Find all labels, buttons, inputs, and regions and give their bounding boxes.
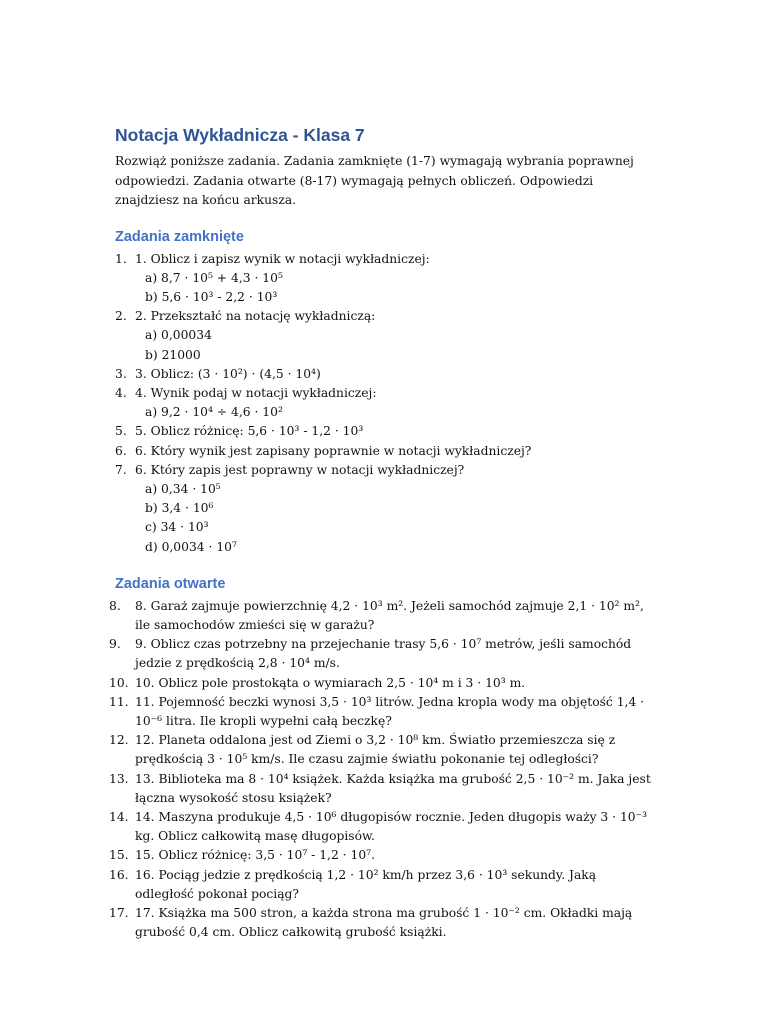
task-number: 1.	[115, 251, 127, 266]
task-item	[109, 693, 655, 731]
task-item	[115, 422, 655, 441]
task-text: 2. Przekształć na notację wykładniczą:	[135, 309, 376, 324]
section-heading-open: Zadania otwarte	[115, 575, 226, 592]
task-item	[109, 846, 655, 865]
task-item	[109, 866, 655, 904]
answer-options	[135, 326, 655, 364]
task-item	[115, 250, 655, 308]
task-item	[109, 904, 655, 942]
task-item	[115, 307, 655, 365]
task-text: 1. Oblicz i zapisz wynik w notacji wykładniczej:	[135, 251, 430, 266]
worksheet-page	[109, 124, 655, 942]
page-title: Notacja Wykładnicza - Klasa 7	[115, 125, 365, 145]
sub-item: d) 0,0034 · 10⁷	[145, 539, 237, 554]
task-text: 5. Oblicz różnicę: 5,6 · 10³ - 1,2 · 10³	[135, 424, 364, 439]
task-item	[109, 808, 655, 846]
task-item	[115, 384, 655, 422]
task-number: 15.	[109, 848, 129, 863]
section-heading-closed: Zadania zamknięte	[115, 228, 244, 245]
task-item	[115, 461, 655, 557]
task-item	[109, 674, 655, 693]
sub-item: b) 5,6 · 10³ - 2,2 · 10³	[145, 289, 278, 304]
task-text: 17. Książka ma 500 stron, a każda strona ma grubość 1 · 10⁻² cm. Okładki mają grubość 0,4 cm. Oblicz całkowitą grubość książki.	[135, 906, 633, 940]
task-item	[115, 365, 655, 384]
task-item	[115, 442, 655, 461]
open-task-list	[109, 597, 655, 943]
sub-item: b) 21000	[145, 347, 201, 362]
task-number: 11.	[109, 694, 129, 709]
answer-options	[135, 269, 655, 307]
task-text: 16. Pociąg jedzie z prędkością 1,2 · 10² km/h przez 3,6 · 10³ sekundy. Jaką odległość pokonał pociąg?	[135, 867, 597, 901]
task-text: 3. Oblicz: (3 · 10²) · (4,5 · 10⁴)	[135, 366, 321, 381]
task-text: 10. Oblicz pole prostokąta o wymiarach 2,5 · 10⁴ m i 3 · 10³ m.	[135, 675, 526, 690]
task-number: 16.	[109, 867, 129, 882]
task-item	[109, 597, 655, 635]
task-text: 11. Pojemność beczki wynosi 3,5 · 10³ litrów. Jedna kropla wody ma objętość 1,4 · 10⁻⁶ litra. Ile kropli wypełni całą beczkę?	[135, 694, 645, 728]
task-text: 6. Który zapis jest poprawny w notacji wykładniczej?	[135, 462, 465, 477]
task-text: 4. Wynik podaj w notacji wykładniczej:	[135, 385, 377, 400]
answer-options	[135, 480, 655, 557]
task-number: 4.	[115, 385, 127, 400]
task-number: 10.	[109, 675, 129, 690]
task-text: 8. Garaż zajmuje powierzchnię 4,2 · 10³ m². Jeżeli samochód zajmuje 2,1 · 10² m², ile samochodów zmieści się w garażu?	[135, 598, 644, 632]
task-text: 6. Który wynik jest zapisany poprawnie w notacji wykładniczej?	[135, 443, 532, 458]
sub-item: a) 0,34 · 10⁵	[145, 481, 221, 496]
task-number: 17.	[109, 906, 129, 920]
sub-item: a) 0,00034	[145, 328, 212, 343]
sub-item: b) 3,4 · 10⁶	[145, 501, 214, 516]
task-item	[109, 770, 655, 808]
task-number: 5.	[115, 424, 127, 439]
sub-item: a) 8,7 · 10⁵ + 4,3 · 10⁵	[145, 270, 283, 285]
task-item	[109, 731, 655, 769]
task-number: 6.	[115, 443, 127, 458]
task-number: 14.	[109, 809, 129, 824]
task-number: 7.	[115, 462, 127, 477]
task-number: 8.	[109, 598, 121, 613]
sub-item: c) 34 · 10³	[145, 520, 209, 535]
closed-task-list	[115, 250, 655, 557]
task-text: 14. Maszyna produkuje 4,5 · 10⁶ długopisów rocznie. Jeden długopis waży 3 · 10⁻³ kg. Oblicz całkowitą masę długopisów.	[135, 809, 648, 844]
task-text: 13. Biblioteka ma 8 · 10⁴ książek. Każda książka ma grubość 2,5 · 10⁻² m. Jaka jest łączna wysokość stosu książek?	[135, 771, 651, 805]
answer-options	[135, 403, 655, 422]
task-text: 12. Planeta oddalona jest od Ziemi o 3,2 · 10⁸ km. Światło przemieszcza się z prędkością 3 · 10⁵ km/s. Ile czasu zajmie światłu pokonanie tej odległości?	[135, 733, 616, 767]
task-item	[109, 635, 655, 673]
task-text: 15. Oblicz różnicę: 3,5 · 10⁷ - 1,2 · 10⁷.	[135, 848, 375, 863]
intro-paragraph: Rozwiąż poniższe zadania. Zadania zamknięte (1-7) wymagają wybrania poprawnej odpowiedzi. Zadania otwarte (8-17) wymagają pełnych obliczeń. Odpowiedzi znajdziesz na końcu arkusza.	[115, 154, 634, 207]
task-number: 12.	[109, 733, 129, 748]
task-number: 9.	[109, 637, 121, 652]
task-number: 3.	[115, 366, 127, 381]
sub-item: a) 9,2 · 10⁴ ÷ 4,6 · 10²	[145, 405, 283, 420]
task-number: 13.	[109, 771, 129, 786]
task-text: 9. Oblicz czas potrzebny na przejechanie trasy 5,6 · 10⁷ metrów, jeśli samochód jedzie z prędkością 2,8 · 10⁴ m/s.	[135, 637, 632, 671]
task-number: 2.	[115, 309, 127, 324]
